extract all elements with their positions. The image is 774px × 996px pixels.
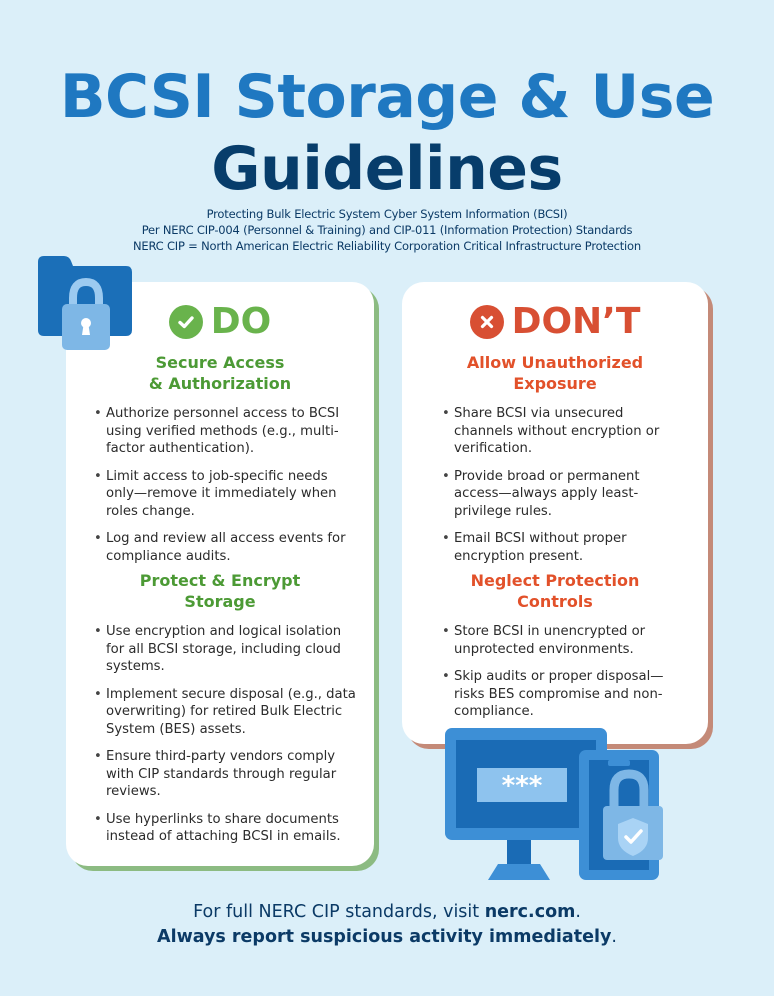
list-item: • Ensure third-party vendors comply with CIP standards through regular reviews.	[94, 748, 356, 801]
section-title-line: Protect & Encrypt	[139, 571, 301, 590]
list-item: • Log and review all access events for compliance audits.	[94, 530, 356, 565]
list-item: • Limit access to job-specific needs only—remove it immediately when roles change.	[94, 468, 356, 521]
section-title-line: & Authorization	[148, 374, 292, 393]
do-section-title-protect-encrypt	[66, 570, 374, 612]
x-icon	[470, 305, 504, 339]
section-title-line: Secure Access	[155, 353, 285, 372]
footer-line2	[0, 925, 774, 950]
dont-heading-text: DON’T	[511, 301, 641, 342]
dont-section-title-neglect-controls	[402, 570, 708, 612]
list-item: • Share BCSI via unsecured channels without encryption or verification.	[442, 405, 682, 458]
checkmark-icon	[169, 305, 203, 339]
locked-folder-icon	[36, 252, 136, 352]
footer-report-text: Always report suspicious activity immediately	[157, 927, 612, 947]
monitor-phone-lock-icon	[440, 724, 680, 884]
subtitle-line: NERC CIP = North American Electric Reliability Corporation Critical Infrastructure Protection	[133, 239, 641, 253]
list-item: • Email BCSI without proper encryption present.	[442, 530, 682, 565]
list-item: • Use encryption and logical isolation for all BCSI storage, including cloud systems.	[94, 623, 356, 676]
do-section-title-secure-access	[66, 352, 374, 394]
section-title-line: Storage	[184, 592, 256, 611]
do-card	[66, 282, 374, 866]
do-bullets-secure-access	[94, 405, 356, 575]
nerc-link[interactable]: nerc.com	[484, 902, 576, 922]
subtitle	[0, 206, 774, 254]
footer	[0, 900, 774, 950]
list-item: • Authorize personnel access to BCSI using verified methods (e.g., multi-factor authentication).	[94, 405, 356, 458]
footer-text: .	[611, 927, 617, 947]
page-title-line2: Guidelines	[211, 134, 563, 204]
dont-card	[402, 282, 708, 744]
list-item: • Implement secure disposal (e.g., data overwriting) for retired Bulk Electric System (BES) assets.	[94, 686, 356, 739]
subtitle-line: Protecting Bulk Electric System Cyber System Information (BCSI)	[206, 207, 568, 221]
section-title-line: Exposure	[513, 374, 597, 393]
dont-heading	[402, 302, 708, 342]
section-title-line: Controls	[517, 592, 593, 611]
list-item: • Store BCSI in unencrypted or unprotected environments.	[442, 623, 682, 658]
do-bullets-protect-encrypt	[94, 623, 356, 856]
dont-section-title-unauthorized-exposure	[402, 352, 708, 394]
section-title-line: Allow Unauthorized	[466, 353, 644, 372]
list-item: • Use hyperlinks to share documents instead of attaching BCSI in emails.	[94, 811, 356, 846]
subtitle-line: Per NERC CIP-004 (Personnel & Training) and CIP-011 (Information Protection) Standards	[141, 223, 633, 237]
footer-text: .	[575, 902, 581, 922]
do-heading-text: DO	[210, 301, 272, 342]
dont-bullets-unauthorized-exposure	[442, 405, 682, 575]
section-title-line: Neglect Protection	[470, 571, 640, 590]
footer-line1	[0, 900, 774, 925]
list-item: • Skip audits or proper disposal—risks BES compromise and non-compliance.	[442, 668, 682, 721]
page-title-line1: BCSI Storage & Use	[59, 62, 715, 132]
footer-text: For full NERC CIP standards, visit	[193, 902, 485, 922]
password-mask: ***	[501, 771, 543, 801]
list-item: • Provide broad or permanent access—always apply least-privilege rules.	[442, 468, 682, 521]
dont-bullets-neglect-controls	[442, 623, 682, 731]
